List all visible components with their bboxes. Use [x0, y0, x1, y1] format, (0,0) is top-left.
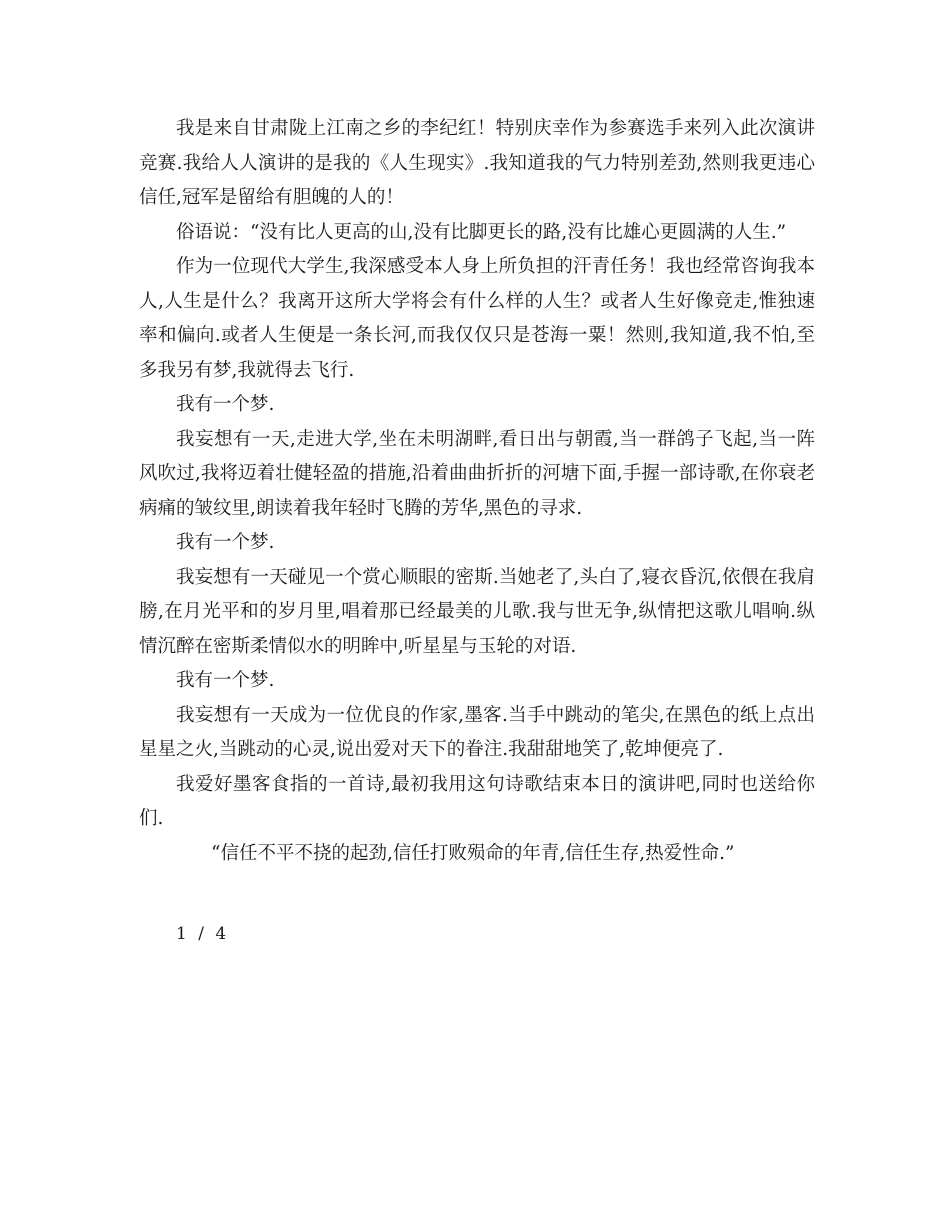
document-body	[139, 112, 815, 871]
paragraph-dream-heading: 我有一个梦.	[176, 394, 275, 415]
paragraph-dream-heading: 我有一个梦.	[176, 532, 275, 553]
paragraph-dream-university: 我妄想有一天,走进大学,坐在未明湖畔,看日出与朝霞,当一群鸽子飞起,当一阵风吹过,我将迈着壮健轻盈的措施,沿着曲曲折折的河塘下面,手握一部诗歌,在你衰老病痛的皱纹里,朗读着我年轻时飞腾的芳华,黑色的寻求.	[139, 428, 815, 519]
page-number: 1 / 4	[176, 924, 230, 944]
closing-quote: “信任不平不挠的起劲,信任打败殒命的年青,信任生存,热爱性命.”	[211, 842, 735, 864]
paragraph-conclusion: 我爱好墨客食指的一首诗,最初我用这句诗歌结束本日的演讲吧,同时也送给你们.	[139, 773, 815, 829]
paragraph-proverb: 俗语说：“没有比人更高的山,没有比脚更长的路,没有比雄心更圆满的人生.”	[176, 221, 787, 243]
paragraph-student-reflection: 作为一位现代大学生,我深感受本人身上所负担的汗青任务！我也经常咨询我本人,人生是什么？我离开这所大学将会有什么样的人生？或者人生好像竞走,惟独速率和偏向.或者人生便是一条长河,而我仅仅只是苍海一粟！然则,我知道,我不怕,至多我另有梦,我就得去飞行.	[139, 256, 815, 381]
paragraph-intro: 我是来自甘肃陇上江南之乡的李纪红！特别庆幸作为参赛选手来列入此次演讲竞赛.我给人人演讲的是我的《人生现实》.我知道我的气力特别差劲,然则我更违心信任,冠军是留给有胆魄的人的！	[139, 118, 815, 208]
paragraph-dream-heading: 我有一个梦.	[176, 670, 275, 691]
paragraph-dream-writer: 我妄想有一天成为一位优良的作家,墨客.当手中跳动的笔尖,在黑色的纸上点出星星之火,当跳动的心灵,说出爱对天下的眷注.我甜甜地笑了,乾坤便亮了.	[139, 704, 815, 760]
paragraph-dream-love: 我妄想有一天碰见一个赏心顺眼的密斯.当她老了,头白了,寝衣昏沉,依偎在我肩膀,在月光平和的岁月里,唱着那已经最美的儿歌.我与世无争,纵情把这歌儿唱响.纵情沉醉在密斯柔情似水的明眸中,听星星与玉轮的对语.	[139, 566, 815, 657]
